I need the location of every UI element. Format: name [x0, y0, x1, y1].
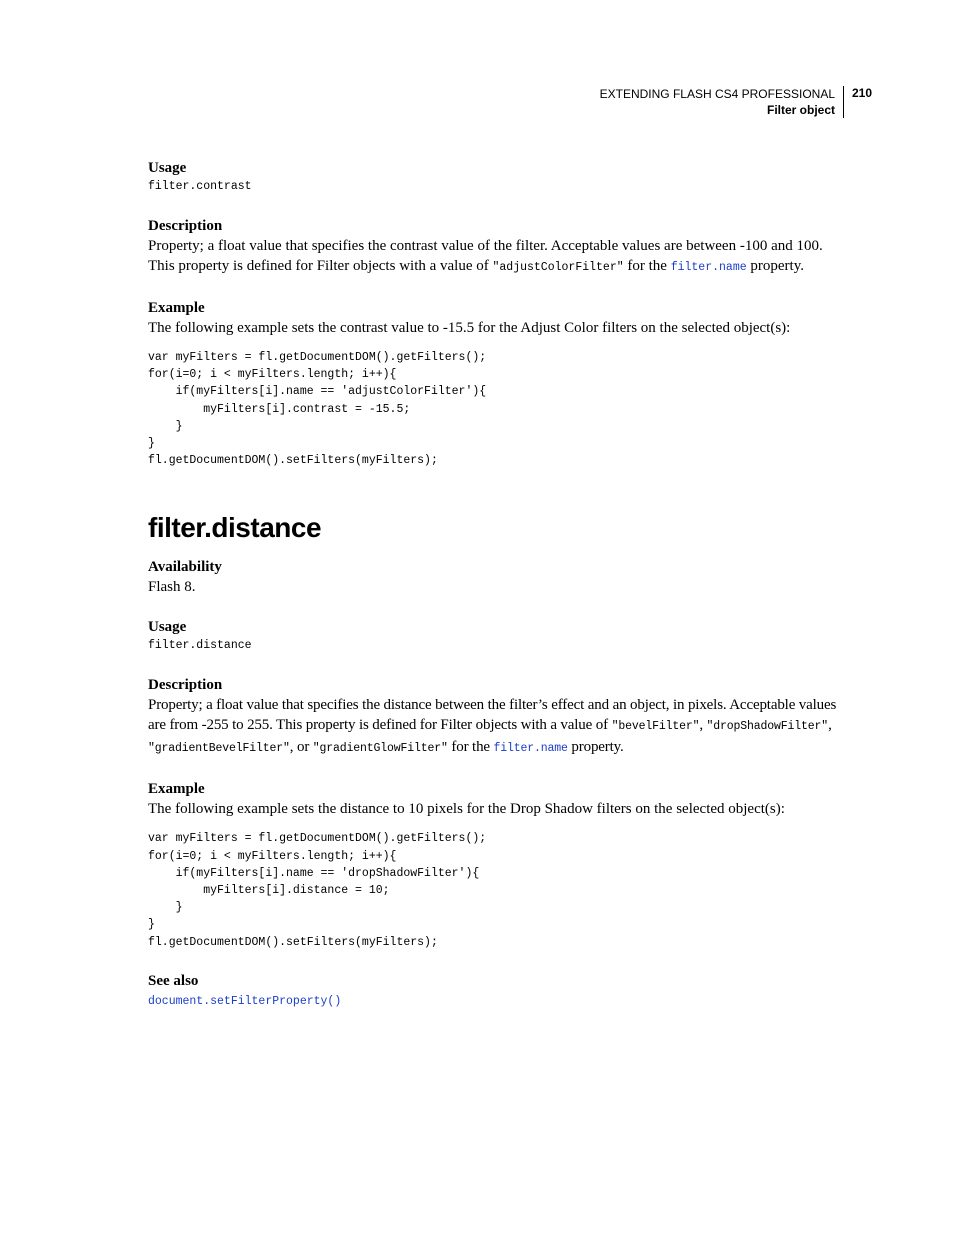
- availability-text: Flash 8.: [148, 579, 196, 596]
- description-text: [148, 695, 848, 759]
- running-header: [600, 86, 844, 118]
- section-title: filter.distance: [148, 512, 322, 544]
- usage-code: filter.distance: [148, 639, 252, 653]
- separator: ,: [828, 717, 832, 734]
- inline-code: "gradientBevelFilter": [148, 742, 290, 756]
- code-block: var myFilters = fl.getDocumentDOM().getFilters(); for(i=0; i < myFilters.length; i++){ if(myFilters[i].name == 'adjustColorFilter'){ myFilters[i].contrast = -15.5; } } fl.getDocumentDOM().setFilters(myFilters);: [148, 351, 487, 468]
- inline-code: "bevelFilter": [611, 720, 700, 734]
- inline-code: "dropShadowFilter": [706, 720, 829, 734]
- example-heading: Example: [148, 781, 205, 798]
- page-number: 210: [852, 86, 873, 100]
- description-part: for the: [447, 739, 494, 756]
- description-part: Property; a float value that specifies the distance between the filter’s effect and an object, in pixels. Acceptable values are from -255 to 255. This property is defined for Filter objects with a value of: [148, 697, 837, 734]
- header-subtitle: Filter object: [766, 103, 835, 117]
- set-filter-property-link[interactable]: document.setFilterProperty(): [148, 994, 342, 1008]
- separator: ,: [699, 717, 707, 734]
- description-text: [148, 236, 848, 278]
- description-part: property.: [746, 258, 804, 274]
- see-also-heading: See also: [148, 972, 199, 989]
- page-content: [148, 158, 848, 1013]
- description-heading: Description: [148, 677, 223, 694]
- usage-heading: Usage: [148, 160, 187, 176]
- filter-name-link[interactable]: filter.name: [670, 261, 747, 274]
- availability-heading: Availability: [148, 559, 222, 576]
- usage-code: filter.contrast: [148, 180, 252, 193]
- description-heading: Description: [148, 218, 223, 234]
- example-text: The following example sets the distance to 10 pixels for the Drop Shadow filters on the selected object(s):: [148, 801, 785, 818]
- code-block: var myFilters = fl.getDocumentDOM().getFilters(); for(i=0; i < myFilters.length; i++){ if(myFilters[i].name == 'dropShadowFilter'){ myFilters[i].distance = 10; } } fl.getDocumentDOM().setFilters(myFilters);: [148, 832, 487, 949]
- example-heading: Example: [148, 300, 205, 316]
- inline-code: "adjustColorFilter": [492, 261, 624, 274]
- inline-code: "gradientGlowFilter": [312, 742, 448, 756]
- description-part: property.: [567, 739, 624, 756]
- example-text: The following example sets the contrast value to -15.5 for the Adjust Color filters on the selected object(s):: [148, 320, 791, 336]
- usage-heading: Usage: [148, 619, 187, 636]
- description-part: for the: [623, 258, 671, 274]
- header-title: EXTENDING FLASH CS4 PROFESSIONAL: [599, 87, 835, 101]
- description-part: Property; a float value that specifies the contrast value of the filter. Acceptable values are between -100 and 100. This property is defined for Filter objects with a value of: [148, 238, 823, 274]
- separator: , or: [289, 739, 313, 756]
- filter-name-link[interactable]: filter.name: [493, 742, 568, 756]
